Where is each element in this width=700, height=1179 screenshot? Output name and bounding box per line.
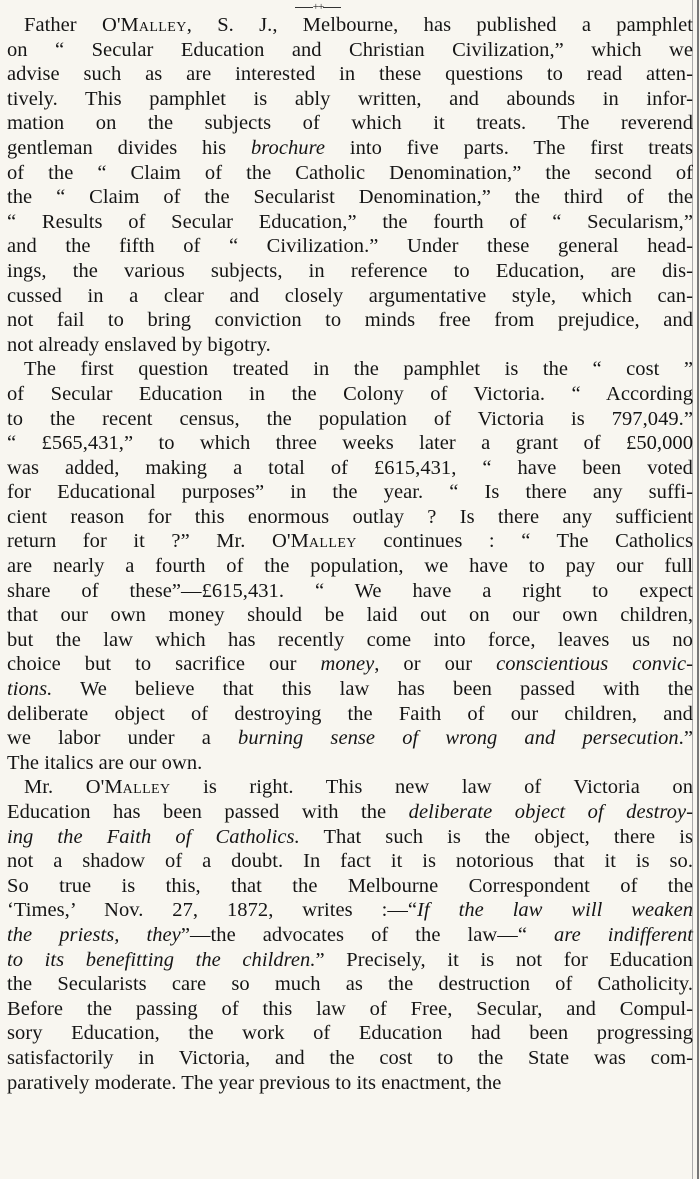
italic-text: brochure	[250, 136, 325, 159]
italic-text: the priests, they	[7, 923, 181, 946]
text-line	[7, 87, 693, 112]
text-line	[7, 161, 693, 186]
text-line	[7, 702, 693, 727]
text-line	[7, 259, 693, 284]
text-segment: “ Results of Secular Education,” the fourth of “ Secularism,”	[7, 210, 693, 233]
text-line	[7, 775, 693, 800]
text-segment: not a shadow of a doubt. In fact it is notorious that it is so.	[7, 850, 693, 873]
text-segment: of Secular Education in the Colony of Victoria. “ According	[7, 382, 693, 405]
article-text	[7, 13, 693, 1095]
section-ornament	[288, 2, 348, 12]
right-column-rule	[697, 0, 699, 1179]
text-segment: Mr. O'M	[24, 776, 123, 799]
text-line	[7, 210, 693, 235]
text-segment: The italics are our own.	[7, 751, 203, 774]
text-line	[7, 652, 693, 677]
text-line	[7, 1071, 693, 1096]
italic-text: ing the Faith of Catholics.	[7, 825, 300, 848]
text-line	[7, 284, 693, 309]
text-line	[7, 677, 693, 702]
text-segment: deliberate object of destroying the Faith of our children, and	[7, 702, 693, 725]
text-segment: to the recent census, the population of Victoria is 797,049.”	[7, 407, 693, 430]
text-line	[7, 800, 693, 825]
text-segment: , or our	[374, 653, 497, 676]
text-segment: So true is this, that the Melbourne Correspondent of the	[7, 874, 693, 897]
text-segment: “ £565,431,” to which three weeks later a grant of £50,000	[7, 432, 693, 455]
text-segment: of the “ Claim of the Catholic Denomination,” the second of	[7, 161, 693, 184]
text-segment: We believe that this law has been passed with the	[52, 678, 693, 701]
text-segment: satisfactorily in Victoria, and the cost to the State was com-	[7, 1046, 693, 1069]
italic-text: are indifferent	[554, 923, 693, 946]
ornament-mark: ++	[312, 1, 324, 13]
text-line	[7, 874, 693, 899]
text-segment: tively. This pamphlet is ably written, and abounds in infor-	[7, 87, 693, 110]
text-segment: paratively moderate. The year previous to its enactment, the	[7, 1071, 502, 1094]
text-segment: Education has been passed with the	[7, 801, 409, 823]
text-line	[7, 382, 693, 407]
text-segment: ”—the advocates of the law—“	[180, 923, 555, 946]
italic-text: conscientious convic-	[496, 653, 693, 676]
italic-text: burning sense of wrong and persecution	[238, 727, 679, 750]
text-segment: mation on the subjects of which it treats. The reverend	[7, 112, 693, 135]
text-line	[7, 1046, 693, 1071]
small-caps-text: alley	[122, 776, 171, 799]
text-segment: not fail to bring conviction to minds free from prejudice, and	[7, 309, 693, 332]
text-line	[7, 480, 693, 505]
text-line	[7, 898, 693, 923]
text-line	[7, 997, 693, 1022]
text-line	[7, 849, 693, 874]
text-segment: Father O'M	[24, 14, 139, 36]
text-line	[7, 357, 693, 382]
text-line	[7, 1021, 693, 1046]
text-line	[7, 333, 693, 358]
text-line	[7, 825, 693, 850]
text-line	[7, 308, 693, 333]
text-line	[7, 38, 693, 63]
text-segment: choice but to sacrifice our	[7, 653, 321, 676]
small-caps-text: alley	[138, 14, 187, 36]
text-line	[7, 407, 693, 432]
text-line	[7, 972, 693, 997]
text-segment: on “ Secular Education and Christian Civilization,” which we	[7, 38, 693, 61]
text-segment: gentleman divides his	[7, 136, 251, 159]
text-segment: that our own money should be laid out on our own children,	[7, 604, 693, 627]
text-segment: return for it ?” Mr. O'M	[7, 530, 309, 553]
small-caps-text: alley	[308, 530, 357, 553]
italic-text: money	[320, 653, 375, 676]
text-segment: That such is the object, there is	[299, 825, 693, 848]
text-segment: , S. J., Melbourne, has published a pamphlet	[186, 14, 693, 36]
text-segment: The first question treated in the pamphlet is the “ cost ”	[24, 358, 693, 381]
text-segment: but the law which has recently come into force, leaves us no	[7, 628, 693, 651]
text-segment: is right. This new law of Victoria on	[170, 776, 693, 799]
text-segment: are nearly a fourth of the population, we have to pay our full	[7, 555, 693, 578]
text-segment: continues : “ The Catholics	[356, 530, 693, 553]
text-line	[7, 603, 693, 628]
text-line	[7, 948, 693, 973]
text-line	[7, 554, 693, 579]
text-segment: the “ Claim of the Secularist Denomination,” the third of the	[7, 186, 693, 209]
text-line	[7, 726, 693, 751]
text-segment: cussed in a clear and closely argumentative style, which can-	[7, 284, 693, 307]
text-line	[7, 628, 693, 653]
text-segment: share of these”—£615,431. “ We have a right to expect	[7, 579, 693, 602]
text-line	[7, 185, 693, 210]
paragraph	[7, 775, 693, 1095]
text-line	[7, 234, 693, 259]
text-line	[7, 136, 693, 161]
text-segment: .”	[678, 727, 693, 750]
italic-text: tions.	[7, 678, 53, 701]
italic-text: If the law will weaken	[417, 899, 694, 922]
italic-text: to its benefitting the children.	[7, 948, 316, 971]
text-segment: ings, the various subjects, in reference to Education, are dis-	[7, 259, 693, 282]
text-segment: cient reason for this enormous outlay ? Is there any sufficient	[7, 505, 693, 528]
text-segment: not already enslaved by bigotry.	[7, 333, 271, 356]
ornament-right-rule	[323, 7, 341, 8]
paragraph	[7, 13, 693, 357]
text-line	[7, 111, 693, 136]
text-segment: for Educational purposes” in the year. “ Is there any suffi-	[7, 481, 693, 504]
text-segment: and the fifth of “ Civilization.” Under these general head-	[7, 235, 693, 258]
text-line	[7, 529, 693, 554]
text-segment: advise such as are interested in these questions to read atten-	[7, 63, 693, 86]
text-line	[7, 62, 693, 87]
text-segment: was added, making a total of £615,431, “ have been voted	[7, 456, 693, 479]
paragraph	[7, 357, 693, 775]
text-segment: sory Education, the work of Education had been progressing	[7, 1022, 693, 1045]
text-line	[7, 923, 693, 948]
text-line	[7, 751, 693, 776]
ornament-left-rule	[295, 7, 313, 8]
text-segment: into five parts. The first treats	[325, 136, 693, 159]
italic-text: deliberate object of destroy-	[408, 801, 693, 823]
text-segment: we labor under a	[7, 727, 239, 750]
text-segment: Before the passing of this law of Free, Secular, and Compul-	[7, 997, 693, 1020]
text-line	[7, 456, 693, 481]
text-segment: ‘Times,’ Nov. 27, 1872, writes :—“	[7, 899, 418, 922]
text-line	[7, 13, 693, 38]
text-line	[7, 505, 693, 530]
text-segment: the Secularists care so much as the destruction of Catholicity.	[7, 973, 693, 996]
text-segment: ” Precisely, it is not for Education	[315, 948, 693, 971]
text-line	[7, 579, 693, 604]
text-line	[7, 431, 693, 456]
